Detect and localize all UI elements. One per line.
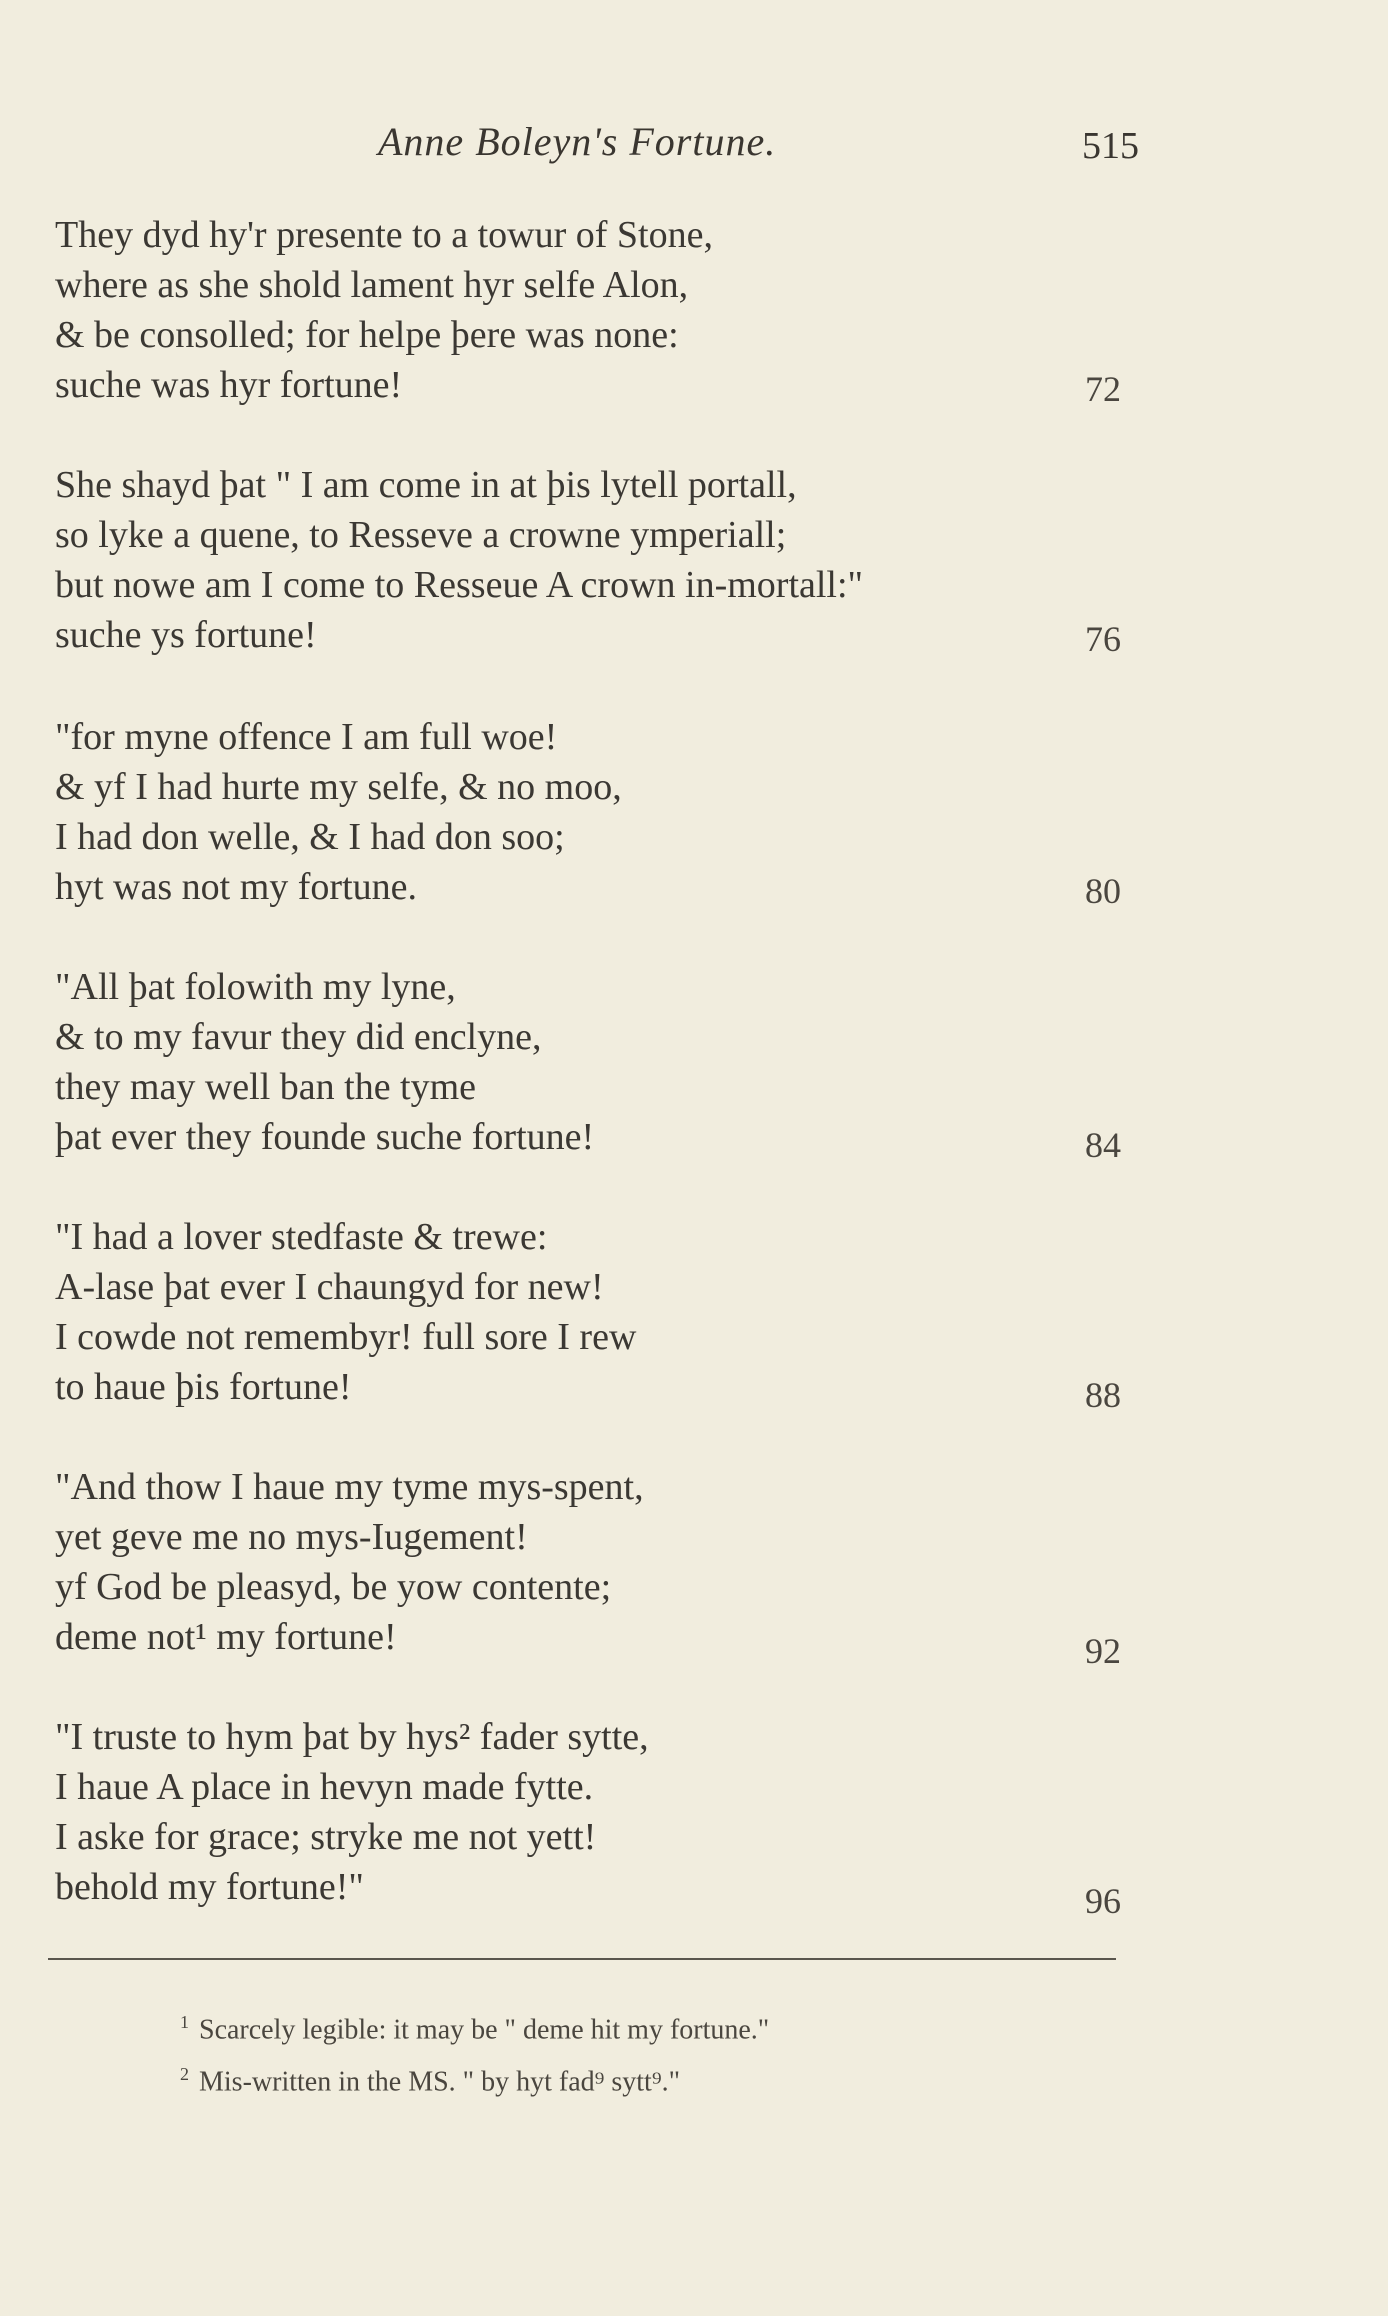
verse-line: "for myne offence I am full woe! [55,716,558,758]
footnote-text: Mis-written in the MS. " by hyt fad⁹ sytt⁹." [199,2066,681,2098]
stanza [55,1712,1155,1921]
footnote-rule [48,1958,1116,1960]
verse-line: suche ys fortune! [55,614,317,656]
line-number: 92 [1085,1631,1121,1671]
footnote [180,2052,1080,2104]
verse-line: hyt was not my fortune. [55,866,418,908]
verse-line: & to my favur they did enclyne, [55,1016,542,1058]
stanza [55,962,1155,1165]
verse-line: "I had a lover stedfaste & trewe: [55,1216,548,1258]
stanza [55,712,1155,912]
verse-line: deme not¹ my fortune! [55,1616,397,1658]
line-number: 72 [1085,369,1121,409]
verse-line: I aske for grace; stryke me not yett! [55,1816,597,1858]
footnote-mark: 1 [180,2012,189,2032]
line-number: 88 [1085,1375,1121,1415]
running-title: Anne Boleyn's Fortune. [378,119,777,164]
page-number: 515 [1082,125,1139,167]
footnote-mark: 2 [180,2064,189,2085]
verse-line: to haue þis fortune! [55,1366,352,1408]
verse-line: behold my fortune!" [55,1866,364,1908]
stanza [55,1212,1155,1415]
verse-line: & yf I had hurte my selfe, & no moo, [55,766,622,808]
verse-line: I haue A place in hevyn made fytte. [55,1766,594,1808]
footnote [180,2000,1080,2052]
line-number: 96 [1085,1881,1121,1921]
verse-line: yf God be pleasyd, be yow contente; [55,1566,612,1608]
stanza [55,460,1155,660]
verse-line: She shayd þat " I am come in at þis lytell portall, [55,464,797,506]
line-number: 84 [1085,1125,1121,1165]
line-number: 76 [1085,619,1121,659]
footnote-text: Scarcely legible: it may be " deme hit my fortune." [199,2014,770,2046]
verse-line: "All þat folowith my lyne, [55,966,456,1008]
page-header [0,118,1388,178]
verse-line: I cowde not remembyr! full sore I rew [55,1316,637,1358]
verse-line: "I truste to hym þat by hys² fader sytte, [55,1716,649,1758]
verse-line: þat ever they founde suche fortune! [55,1116,595,1158]
stanza [55,1462,1155,1671]
verse-line: & be consolled; for helpe þere was none: [55,314,679,356]
verse-line: suche was hyr fortune! [55,364,403,406]
verse-line: "And thow I haue my tyme mys-spent, [55,1466,644,1508]
verse-line: they may well ban the tyme [55,1066,477,1108]
verse-line: where as she shold lament hyr selfe Alon, [55,264,689,306]
verse-line: yet geve me no mys-Iugement! [55,1516,528,1558]
verse-line: but nowe am I come to Resseue A crown in-mortall:" [55,564,864,606]
stanza [55,210,1155,410]
verse-line: They dyd hy'r presente to a towur of Stone, [55,214,713,256]
verse-line: I had don welle, & I had don soo; [55,816,565,858]
verse-line: A-lase þat ever I chaungyd for new! [55,1266,604,1308]
verse-line: so lyke a quene, to Resseve a crowne ymperiall; [55,514,787,556]
line-number: 80 [1085,871,1121,911]
footnotes [180,2000,1080,2105]
